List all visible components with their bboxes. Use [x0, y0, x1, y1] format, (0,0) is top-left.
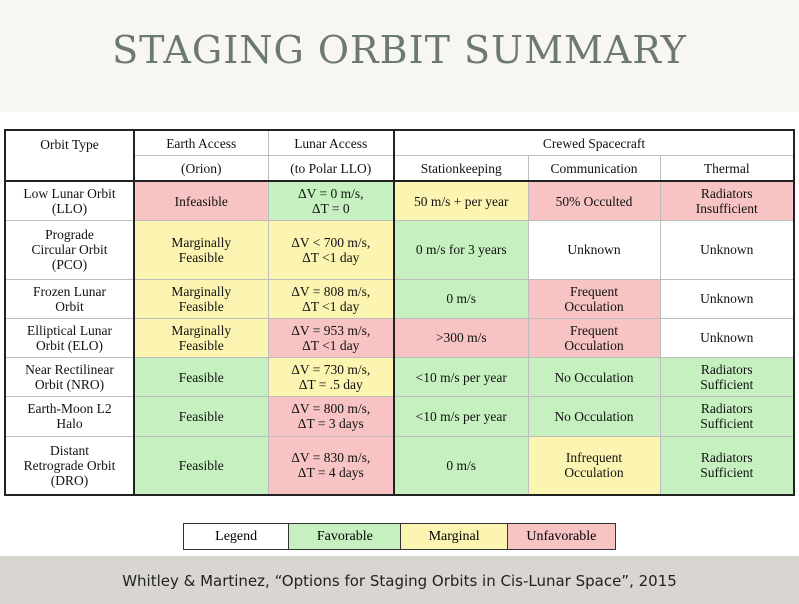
header-thermal: Thermal: [660, 156, 794, 182]
orbit-type-line: Earth-Moon L2: [27, 401, 112, 417]
communication-cell-line: 50% Occulted: [555, 193, 633, 209]
communication-cell: [528, 436, 660, 495]
thermal-cell: [660, 221, 794, 279]
communication-cell-line: No Occulation: [554, 369, 634, 385]
lunar-access-cell-line: ΔT = 4 days: [297, 465, 364, 481]
earth-access-cell-line: Marginally: [171, 234, 232, 250]
communication-cell-line: Infrequent: [565, 450, 623, 466]
communication-cell-line: Frequent: [570, 322, 618, 338]
table-row: [5, 436, 794, 495]
stationkeeping-cell: [394, 318, 528, 357]
thermal-cell-line: Sufficient: [700, 465, 754, 481]
stationkeeping-cell: [394, 358, 528, 397]
citation: Whitley & Martinez, “Options for Staging Orbits in Cis-Lunar Space”, 2015: [122, 572, 677, 590]
earth-access-cell: [134, 436, 268, 495]
thermal-cell-line: Unknown: [700, 291, 754, 307]
orbit-type-cell: [5, 318, 134, 357]
orbit-type-line: Orbit: [55, 298, 84, 314]
lunar-access-cell-line: ΔV = 808 m/s,: [291, 283, 371, 299]
lunar-access-cell-line: ΔT <1 day: [302, 337, 360, 353]
thermal-cell-line: Unknown: [700, 242, 754, 258]
thermal-cell-line: Radiators: [700, 450, 753, 466]
earth-access-cell: [134, 318, 268, 357]
thermal-cell: [660, 181, 794, 221]
header-lunar-access: Lunar Access: [268, 130, 394, 156]
header-earth-access-sub: (Orion): [134, 156, 268, 182]
stationkeeping-cell-line: 50 m/s + per year: [413, 193, 509, 209]
thermal-cell: [660, 397, 794, 436]
stationkeeping-cell-line: 0 m/s: [446, 291, 477, 307]
orbit-type-line: Halo: [56, 416, 83, 432]
legend-unfavorable: Unfavorable: [508, 524, 615, 549]
orbit-type-line: Low Lunar Orbit: [23, 186, 116, 202]
thermal-cell: [660, 279, 794, 318]
lunar-access-cell: [268, 436, 394, 495]
orbit-type-line: Retrograde Orbit: [23, 457, 116, 473]
earth-access-cell-line: Feasible: [178, 369, 224, 385]
stationkeeping-cell: [394, 221, 528, 279]
earth-access-cell: [134, 397, 268, 436]
orbit-type-line: (DRO): [50, 472, 89, 488]
thermal-cell-line: Sufficient: [700, 377, 754, 393]
stationkeeping-cell: [394, 181, 528, 221]
table-row: [5, 221, 794, 279]
communication-cell: [528, 279, 660, 318]
orbit-type-line: Orbit (ELO): [35, 337, 104, 353]
thermal-cell-line: Radiators: [700, 362, 753, 378]
earth-access-cell-line: Feasible: [178, 457, 224, 473]
orbit-type-line: Frozen Lunar: [32, 283, 107, 299]
thermal-cell-line: Radiators: [700, 186, 753, 202]
lunar-access-cell-line: ΔT <1 day: [302, 249, 360, 265]
lunar-access-cell: [268, 279, 394, 318]
stationkeeping-cell-line: 0 m/s: [446, 457, 477, 473]
communication-cell-line: Occulation: [564, 298, 624, 314]
thermal-cell-line: Unknown: [700, 330, 754, 346]
lunar-access-cell-line: ΔT <1 day: [302, 298, 360, 314]
stationkeeping-cell-line: 0 m/s for 3 years: [415, 242, 507, 258]
orbit-type-line: (LLO): [51, 201, 88, 217]
legend: [183, 523, 616, 550]
table-row: [5, 318, 794, 357]
table-row: [5, 358, 794, 397]
communication-cell: [528, 181, 660, 221]
thermal-cell: [660, 436, 794, 495]
communication-cell-line: Unknown: [567, 242, 621, 258]
thermal-cell-line: Insufficient: [695, 201, 758, 217]
legend-label: Legend: [184, 524, 289, 549]
orbit-type-cell: [5, 279, 134, 318]
orbit-type-cell: [5, 358, 134, 397]
communication-cell: [528, 358, 660, 397]
thermal-cell-line: Radiators: [700, 401, 753, 417]
lunar-access-cell: [268, 397, 394, 436]
earth-access-cell: [134, 181, 268, 221]
earth-access-cell-line: Feasible: [178, 249, 224, 265]
orbit-type-cell: [5, 221, 134, 279]
thermal-cell: [660, 318, 794, 357]
communication-cell-line: Frequent: [570, 283, 618, 299]
earth-access-cell: [134, 358, 268, 397]
communication-cell-line: No Occulation: [554, 408, 634, 424]
header-lunar-access-sub: (to Polar LLO): [268, 156, 394, 182]
lunar-access-cell: [268, 221, 394, 279]
stationkeeping-cell: [394, 436, 528, 495]
earth-access-cell-line: Feasible: [178, 408, 224, 424]
communication-cell-line: Occulation: [564, 465, 624, 481]
stationkeeping-cell: [394, 279, 528, 318]
orbit-summary-table: [4, 129, 795, 496]
orbit-type-cell: [5, 436, 134, 495]
lunar-access-cell-line: ΔV < 700 m/s,: [291, 234, 371, 250]
orbit-type-line: (PCO): [51, 257, 88, 273]
table-row: [5, 279, 794, 318]
thermal-cell-line: Sufficient: [700, 416, 754, 432]
table-row: [5, 181, 794, 221]
legend-favorable: Favorable: [289, 524, 401, 549]
header-stationkeeping: Stationkeeping: [394, 156, 528, 182]
communication-cell: [528, 221, 660, 279]
lunar-access-cell-line: ΔV = 800 m/s,: [291, 401, 371, 417]
orbit-type-line: Distant: [50, 442, 89, 458]
communication-cell: [528, 318, 660, 357]
header-crewed-spacecraft: Crewed Spacecraft: [394, 130, 794, 156]
orbit-type-line: Near Rectilinear: [25, 362, 114, 378]
earth-access-cell: [134, 279, 268, 318]
earth-access-cell-line: Feasible: [178, 298, 224, 314]
earth-access-cell: [134, 221, 268, 279]
orbit-type-line: Prograde: [45, 227, 94, 243]
lunar-access-cell-line: ΔT = 0: [311, 201, 350, 217]
earth-access-cell-line: Infeasible: [174, 193, 228, 209]
orbit-type-cell: [5, 181, 134, 221]
lunar-access-cell-line: ΔT = .5 day: [298, 377, 363, 393]
stationkeeping-cell-line: >300 m/s: [435, 330, 487, 346]
table-body: [5, 181, 794, 495]
communication-cell: [528, 397, 660, 436]
legend-marginal: Marginal: [401, 524, 507, 549]
earth-access-cell-line: Feasible: [178, 337, 224, 353]
lunar-access-cell-line: ΔV = 830 m/s,: [291, 450, 371, 466]
lunar-access-cell: [268, 358, 394, 397]
header-orbit-type: Orbit Type: [5, 130, 134, 181]
thermal-cell: [660, 358, 794, 397]
orbit-type-line: Circular Orbit: [31, 242, 108, 258]
earth-access-cell-line: Marginally: [171, 283, 232, 299]
lunar-access-cell-line: ΔT = 3 days: [297, 416, 364, 432]
orbit-type-cell: [5, 397, 134, 436]
lunar-access-cell-line: ΔV = 0 m/s,: [297, 186, 364, 202]
lunar-access-cell-line: ΔV = 730 m/s,: [291, 362, 371, 378]
earth-access-cell-line: Marginally: [171, 322, 232, 338]
orbit-type-line: Orbit (NRO): [34, 377, 105, 393]
stationkeeping-cell: [394, 397, 528, 436]
lunar-access-cell-line: ΔV = 953 m/s,: [291, 322, 371, 338]
orbit-type-line: Elliptical Lunar: [26, 322, 113, 338]
stationkeeping-cell-line: <10 m/s per year: [415, 369, 507, 385]
stationkeeping-cell-line: <10 m/s per year: [415, 408, 507, 424]
table-row: [5, 397, 794, 436]
header-earth-access: Earth Access: [134, 130, 268, 156]
lunar-access-cell: [268, 181, 394, 221]
slide-title: STAGING ORBIT SUMMARY: [112, 28, 687, 72]
communication-cell-line: Occulation: [564, 337, 624, 353]
lunar-access-cell: [268, 318, 394, 357]
header-communication: Communication: [528, 156, 660, 182]
